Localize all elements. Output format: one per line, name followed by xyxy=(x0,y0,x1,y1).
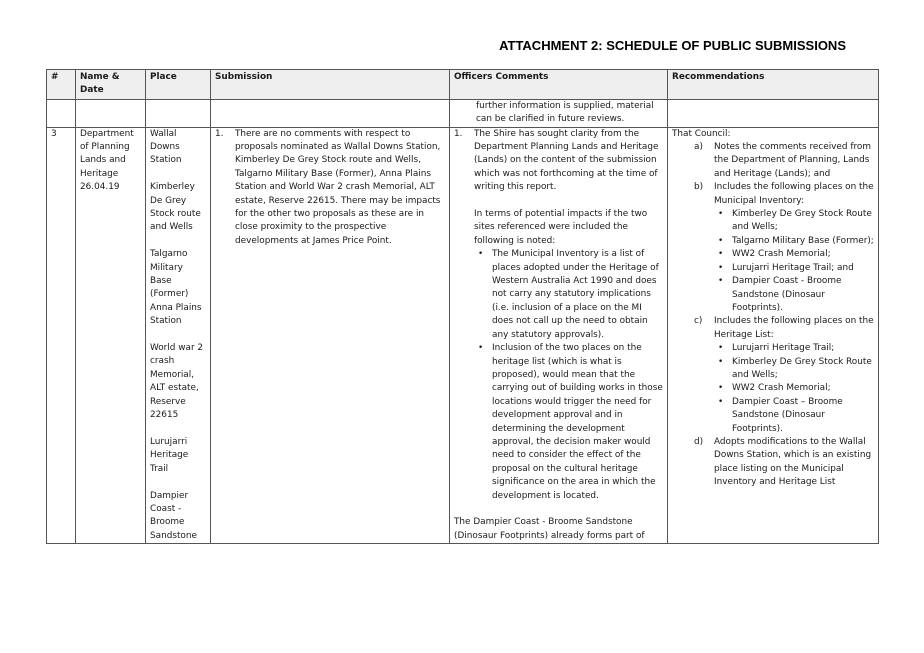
header-submission: Submission xyxy=(211,70,450,100)
list-item xyxy=(694,315,874,436)
submission-list xyxy=(215,128,445,249)
list-marker: d) xyxy=(694,436,704,447)
place-item: Anna Plains Station xyxy=(150,302,202,327)
submissions-table xyxy=(46,69,879,544)
list-item: • Lurujarri Heritage Trail; and xyxy=(732,262,874,275)
recommendation-text: Includes the following places on the Heritage List: xyxy=(714,316,874,340)
submitter-name: Department of Planning Lands and Heritage xyxy=(80,128,134,179)
place-item: Wallal Downs Station xyxy=(150,128,182,166)
place-item: Dampier Coast - Broome Sandstone xyxy=(150,490,197,541)
list-item: • WW2 Crash Memorial; xyxy=(732,382,874,395)
list-item xyxy=(694,181,874,315)
list-marker: a) xyxy=(694,142,703,153)
cell xyxy=(146,99,211,127)
header-officers-comments: Officers Comments xyxy=(450,70,668,100)
officers-trailing: The Dampier Coast - Broome Sandstone (Dinosaur Footprints) already forms part of xyxy=(454,517,645,541)
continued-officers-comment: further information is supplied, material can be clarified in future reviews. xyxy=(450,99,668,127)
header-recommendations: Recommendations xyxy=(668,70,879,100)
officers-impacts: In terms of potential impacts if the two sites referenced were included the following is noted: xyxy=(474,209,648,246)
list-marker: b) xyxy=(694,182,704,193)
list-item xyxy=(454,128,663,503)
place-bullets xyxy=(714,208,874,315)
list-item: • Dampier Coast - Broome Sandstone (Dinosaur Footprints). xyxy=(732,275,874,315)
recommendations-intro: That Council: xyxy=(672,128,731,139)
officers-intro: The Shire has sought clarity from the Department Planning Lands and Heritage (Lands) on the content of the submission which was not forthcoming at the time of writing this report. xyxy=(474,128,659,193)
cell xyxy=(76,99,146,127)
list-marker: c) xyxy=(694,316,703,327)
place-cell xyxy=(146,127,211,544)
list-item xyxy=(694,141,874,181)
list-item: • Inclusion of the two places on the heritage list (which is what is proposed), would mean that the carrying out of building works in those locations would trigger the need for development approval and in determining the development approval, the decision maker would need to consider the effect of the proposal on the cultural heritage significance on the area in which the development is located. xyxy=(492,342,663,503)
place-item: Lurujarri Heritage Trail xyxy=(150,436,189,474)
list-item: • Lurujarri Heritage Trail; xyxy=(732,342,874,355)
list-marker: 1. xyxy=(454,128,463,139)
recommendation-text: Notes the comments received from the Department of Planning, Lands and Heritage (Lands); and xyxy=(714,142,871,179)
submission-row-3 xyxy=(47,127,879,544)
row-number: 3 xyxy=(47,127,76,544)
document-title: ATTACHMENT 2: SCHEDULE OF PUBLIC SUBMISSIONS xyxy=(499,38,846,53)
submission-cell xyxy=(211,127,450,544)
list-marker: 1. xyxy=(215,128,224,139)
list-item xyxy=(215,128,445,249)
cell xyxy=(668,99,879,127)
impact-bullets xyxy=(474,248,663,503)
list-item: • Dampier Coast – Broome Sandstone (Dinosaur Footprints). xyxy=(732,396,874,436)
list-item: • Kimberley De Grey Stock Route and Wells; xyxy=(732,208,874,235)
name-date-cell xyxy=(76,127,146,544)
recommendation-text: Includes the following places on the Municipal Inventory: xyxy=(714,182,874,206)
officers-list xyxy=(454,128,663,503)
submission-date: 26.04.19 xyxy=(80,182,120,193)
cell xyxy=(47,99,76,127)
recommendations-cell xyxy=(668,127,879,544)
place-bullets xyxy=(714,342,874,436)
header-num: # xyxy=(47,70,76,100)
list-item: • Talgarno Military Base (Former); xyxy=(732,235,874,248)
list-item xyxy=(694,436,874,490)
header-name-date: Name & Date xyxy=(76,70,146,100)
continuation-row xyxy=(47,99,879,127)
officers-comments-cell xyxy=(450,127,668,544)
submission-text: There are no comments with respect to proposals nominated as Wallal Downs Station, Kimberley De Grey Stock route and Wells, Talgarno Military Base (Former), Anna Plains Station and World War 2 crash Memorial, ALT estate, Reserve 22615. There may be impacts for the other two proposals as these are in close proximity to the prospective developments at James Price Point. xyxy=(235,128,441,246)
list-item: • WW2 Crash Memorial; xyxy=(732,248,874,261)
list-item: • Kimberley De Grey Stock Route and Wells; xyxy=(732,356,874,383)
recommendations-list xyxy=(672,141,874,490)
place-item: World war 2 crash Memorial, ALT estate, Reserve 22615 xyxy=(150,343,204,421)
place-item: Kimberley De Grey Stock route and Wells xyxy=(150,182,201,233)
header-place: Place xyxy=(146,70,211,100)
list-item: • The Municipal Inventory is a list of places adopted under the Heritage of Western Australia Act 1990 and does not carry any statutory implications (i.e. inclusion of a place on the MI does not call up the need to obtain any statutory approvals). xyxy=(492,248,663,342)
table-header-row xyxy=(47,70,879,100)
cell xyxy=(211,99,450,127)
recommendation-text: Adopts modifications to the Wallal Downs Station, which is an existing place listing on the Municipal Inventory and Heritage List xyxy=(714,436,872,488)
place-item: Talgarno Military Base (Former) xyxy=(150,249,189,300)
